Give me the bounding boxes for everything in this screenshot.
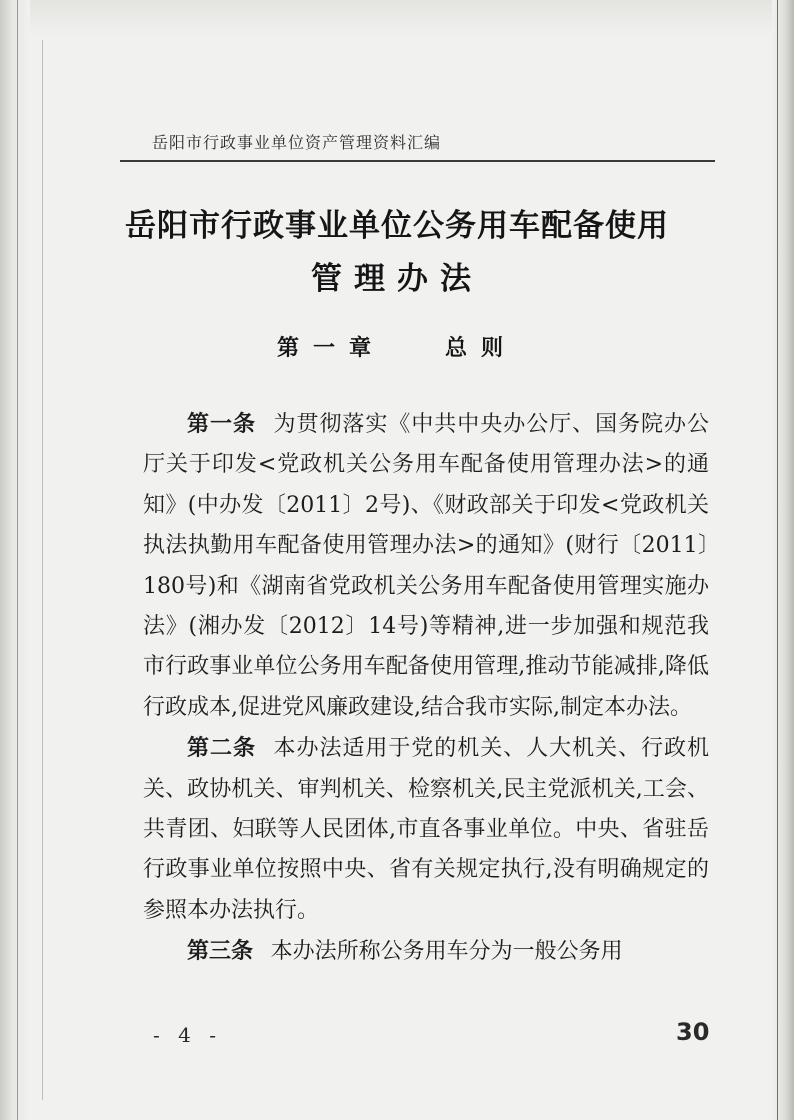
article-2-text: 本办法适用于党的机关、人大机关、行政机关、政协机关、审判机关、检察机关,民主党派机关,工会、共青团、妇联等人民团体,市直各事业单位。中央、省驻岳行政事业单位按照中央、省有关规定执行,没有明确规定的参照本办法执行。 <box>143 736 709 923</box>
article-1-text: 为贯彻落实《中共中央办公厅、国务院办公厅关于印发<党政机关公务用车配备使用管理办法>的通知》(中办发〔2011〕2号)、《财政部关于印发<党政机关执法执勤用车配备使用管理办法>的通知》(财行〔2011〕180号)和《湖南省党政机关公务用车配备使用管理实施办法》(湘办发〔2012〕14号)等精神,进一步加强和规范我市行政事业单位公务用车配备使用管理,推动节能减排,降低行政成本,促进党风廉政建设,结合我市实际,制定本办法。 <box>143 412 709 720</box>
article-1-head: 第一条 <box>187 411 256 437</box>
running-header: 岳阳市行政事业单位资产管理资料汇编 <box>152 133 442 152</box>
footer-page-number: - 4 - <box>153 1023 222 1047</box>
body-text <box>143 404 709 973</box>
article-2 <box>143 728 709 931</box>
chapter-heading <box>0 331 794 362</box>
footer-folio-number: 30 <box>676 1018 710 1046</box>
article-3-head: 第三条 <box>187 938 254 965</box>
article-1 <box>143 404 709 728</box>
article-2-head: 第二条 <box>187 735 256 762</box>
header-rule <box>120 160 715 162</box>
document-title-line-2: 管理办法 <box>311 261 483 297</box>
article-3 <box>143 931 709 972</box>
chapter-name: 总则 <box>445 335 518 361</box>
article-3-text: 本办法所称公务用车分为一般公务用 <box>270 939 623 965</box>
chapter-number: 第一章 <box>276 335 385 361</box>
document-title-line-1: 岳阳市行政事业单位公务用车配备使用 <box>125 208 669 244</box>
